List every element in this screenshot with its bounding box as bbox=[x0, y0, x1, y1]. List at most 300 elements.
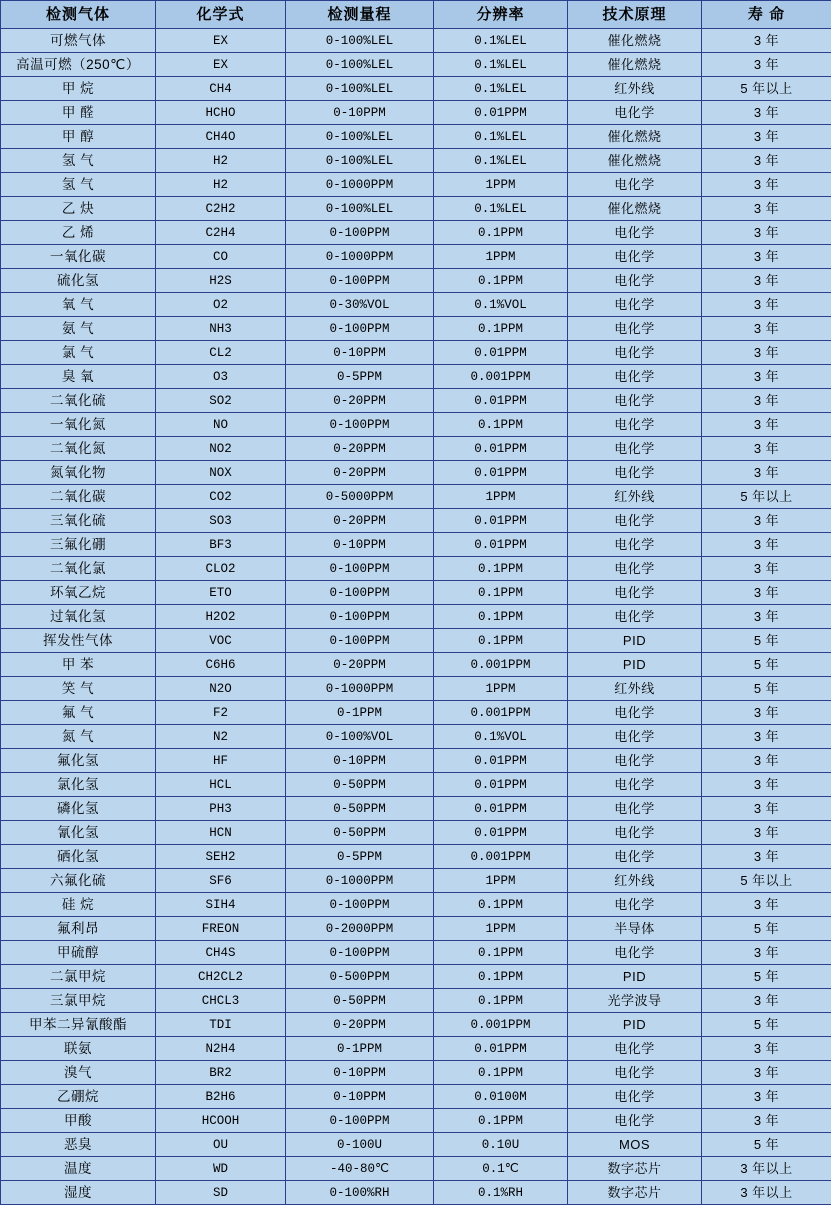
cell-principle: 电化学 bbox=[568, 1061, 702, 1085]
cell-gas-name: 甲 醛 bbox=[1, 101, 156, 125]
cell-resolution: 0.001PPM bbox=[434, 365, 568, 389]
table-row bbox=[1, 269, 831, 293]
cell-formula: CH4S bbox=[156, 941, 286, 965]
cell-life: 5 年 bbox=[702, 653, 831, 677]
cell-principle: 电化学 bbox=[568, 317, 702, 341]
cell-life: 3 年 bbox=[702, 557, 831, 581]
cell-range: -40-80℃ bbox=[286, 1157, 434, 1181]
table-row bbox=[1, 941, 831, 965]
cell-formula: HCHO bbox=[156, 101, 286, 125]
cell-range: 0-100%LEL bbox=[286, 197, 434, 221]
cell-resolution: 1PPM bbox=[434, 173, 568, 197]
cell-resolution: 0.1%VOL bbox=[434, 725, 568, 749]
cell-principle: 电化学 bbox=[568, 893, 702, 917]
cell-life: 5 年 bbox=[702, 917, 831, 941]
cell-gas-name: 可燃气体 bbox=[1, 29, 156, 53]
column-header-formula: 化学式 bbox=[156, 1, 286, 29]
cell-range: 0-30%VOL bbox=[286, 293, 434, 317]
cell-resolution: 0.1PPM bbox=[434, 893, 568, 917]
cell-principle: PID bbox=[568, 653, 702, 677]
cell-formula: BR2 bbox=[156, 1061, 286, 1085]
cell-formula: CO2 bbox=[156, 485, 286, 509]
cell-life: 3 年 bbox=[702, 101, 831, 125]
cell-resolution: 0.0100M bbox=[434, 1085, 568, 1109]
cell-formula: C2H2 bbox=[156, 197, 286, 221]
cell-principle: 电化学 bbox=[568, 341, 702, 365]
table-row bbox=[1, 533, 831, 557]
cell-principle: 催化燃烧 bbox=[568, 125, 702, 149]
cell-life: 3 年 bbox=[702, 989, 831, 1013]
column-header-principle: 技术原理 bbox=[568, 1, 702, 29]
cell-principle: 电化学 bbox=[568, 101, 702, 125]
cell-formula: SF6 bbox=[156, 869, 286, 893]
cell-gas-name: 二氧化硫 bbox=[1, 389, 156, 413]
cell-range: 0-20PPM bbox=[286, 653, 434, 677]
column-header-gas: 检测气体 bbox=[1, 1, 156, 29]
cell-life: 3 年 bbox=[702, 701, 831, 725]
cell-range: 0-10PPM bbox=[286, 533, 434, 557]
cell-formula: O3 bbox=[156, 365, 286, 389]
cell-principle: 电化学 bbox=[568, 461, 702, 485]
cell-formula: SIH4 bbox=[156, 893, 286, 917]
cell-life: 3 年 bbox=[702, 293, 831, 317]
table-row bbox=[1, 1037, 831, 1061]
cell-formula: C6H6 bbox=[156, 653, 286, 677]
cell-range: 0-500PPM bbox=[286, 965, 434, 989]
cell-formula: CH4 bbox=[156, 77, 286, 101]
cell-resolution: 0.01PPM bbox=[434, 389, 568, 413]
cell-gas-name: 氯化氢 bbox=[1, 773, 156, 797]
cell-principle: PID bbox=[568, 965, 702, 989]
cell-resolution: 0.1%LEL bbox=[434, 29, 568, 53]
cell-life: 3 年 bbox=[702, 245, 831, 269]
cell-life: 3 年 bbox=[702, 173, 831, 197]
cell-principle: 电化学 bbox=[568, 701, 702, 725]
cell-formula: H2 bbox=[156, 173, 286, 197]
cell-life: 3 年 bbox=[702, 581, 831, 605]
cell-gas-name: 湿度 bbox=[1, 1181, 156, 1205]
cell-resolution: 1PPM bbox=[434, 245, 568, 269]
cell-gas-name: 一氧化氮 bbox=[1, 413, 156, 437]
cell-gas-name: 挥发性气体 bbox=[1, 629, 156, 653]
cell-resolution: 0.01PPM bbox=[434, 461, 568, 485]
cell-resolution: 0.1%LEL bbox=[434, 125, 568, 149]
cell-principle: 电化学 bbox=[568, 509, 702, 533]
cell-gas-name: 二氧化碳 bbox=[1, 485, 156, 509]
cell-life: 3 年 bbox=[702, 125, 831, 149]
cell-formula: CO bbox=[156, 245, 286, 269]
cell-formula: CLO2 bbox=[156, 557, 286, 581]
table-row bbox=[1, 53, 831, 77]
table-row bbox=[1, 197, 831, 221]
cell-principle: 电化学 bbox=[568, 269, 702, 293]
cell-formula: N2O bbox=[156, 677, 286, 701]
cell-resolution: 0.1PPM bbox=[434, 317, 568, 341]
table-row bbox=[1, 365, 831, 389]
cell-resolution: 0.01PPM bbox=[434, 797, 568, 821]
cell-gas-name: 恶臭 bbox=[1, 1133, 156, 1157]
cell-gas-name: 硒化氢 bbox=[1, 845, 156, 869]
cell-gas-name: 氟利昂 bbox=[1, 917, 156, 941]
cell-range: 0-5PPM bbox=[286, 365, 434, 389]
cell-principle: 电化学 bbox=[568, 797, 702, 821]
cell-principle: 电化学 bbox=[568, 557, 702, 581]
cell-gas-name: 六氟化硫 bbox=[1, 869, 156, 893]
cell-resolution: 0.01PPM bbox=[434, 533, 568, 557]
cell-resolution: 0.1PPM bbox=[434, 629, 568, 653]
cell-range: 0-1PPM bbox=[286, 701, 434, 725]
cell-range: 0-1000PPM bbox=[286, 677, 434, 701]
cell-life: 3 年 bbox=[702, 845, 831, 869]
cell-range: 0-100PPM bbox=[286, 605, 434, 629]
cell-formula: HCOOH bbox=[156, 1109, 286, 1133]
cell-gas-name: 笑 气 bbox=[1, 677, 156, 701]
cell-life: 3 年 bbox=[702, 797, 831, 821]
cell-life: 3 年 bbox=[702, 509, 831, 533]
cell-principle: 催化燃烧 bbox=[568, 53, 702, 77]
cell-range: 0-1PPM bbox=[286, 1037, 434, 1061]
cell-life: 5 年 bbox=[702, 1133, 831, 1157]
cell-range: 0-20PPM bbox=[286, 437, 434, 461]
cell-resolution: 0.01PPM bbox=[434, 773, 568, 797]
table-row bbox=[1, 29, 831, 53]
cell-gas-name: 甲酸 bbox=[1, 1109, 156, 1133]
cell-resolution: 0.1%VOL bbox=[434, 293, 568, 317]
cell-life: 5 年以上 bbox=[702, 485, 831, 509]
cell-life: 5 年 bbox=[702, 1013, 831, 1037]
cell-formula: CL2 bbox=[156, 341, 286, 365]
cell-principle: 数字芯片 bbox=[568, 1157, 702, 1181]
cell-formula: CH2CL2 bbox=[156, 965, 286, 989]
cell-range: 0-100%LEL bbox=[286, 29, 434, 53]
cell-gas-name: 氮氧化物 bbox=[1, 461, 156, 485]
cell-formula: O2 bbox=[156, 293, 286, 317]
cell-formula: NOX bbox=[156, 461, 286, 485]
cell-formula: FREON bbox=[156, 917, 286, 941]
table-row bbox=[1, 701, 831, 725]
table-row bbox=[1, 149, 831, 173]
cell-formula: HCN bbox=[156, 821, 286, 845]
cell-range: 0-100PPM bbox=[286, 941, 434, 965]
cell-range: 0-5PPM bbox=[286, 845, 434, 869]
cell-gas-name: 氯 气 bbox=[1, 341, 156, 365]
cell-gas-name: 氟化氢 bbox=[1, 749, 156, 773]
cell-principle: 电化学 bbox=[568, 389, 702, 413]
cell-range: 0-100%RH bbox=[286, 1181, 434, 1205]
cell-range: 0-10PPM bbox=[286, 101, 434, 125]
cell-gas-name: 氮 气 bbox=[1, 725, 156, 749]
cell-range: 0-100%LEL bbox=[286, 125, 434, 149]
cell-principle: 电化学 bbox=[568, 581, 702, 605]
cell-gas-name: 三氟化硼 bbox=[1, 533, 156, 557]
cell-life: 3 年 bbox=[702, 197, 831, 221]
table-row bbox=[1, 125, 831, 149]
cell-principle: 红外线 bbox=[568, 677, 702, 701]
cell-principle: 电化学 bbox=[568, 1085, 702, 1109]
cell-resolution: 0.1%LEL bbox=[434, 197, 568, 221]
table-row bbox=[1, 893, 831, 917]
table-row bbox=[1, 869, 831, 893]
cell-range: 0-100%LEL bbox=[286, 149, 434, 173]
cell-resolution: 0.1PPM bbox=[434, 941, 568, 965]
cell-principle: 电化学 bbox=[568, 173, 702, 197]
cell-formula: ETO bbox=[156, 581, 286, 605]
cell-life: 3 年 bbox=[702, 533, 831, 557]
cell-gas-name: 高温可燃（250℃） bbox=[1, 53, 156, 77]
table-row bbox=[1, 389, 831, 413]
cell-gas-name: 氢 气 bbox=[1, 173, 156, 197]
table-row bbox=[1, 989, 831, 1013]
cell-formula: WD bbox=[156, 1157, 286, 1181]
cell-resolution: 0.1PPM bbox=[434, 557, 568, 581]
cell-life: 3 年 bbox=[702, 317, 831, 341]
table-row bbox=[1, 317, 831, 341]
cell-gas-name: 氟 气 bbox=[1, 701, 156, 725]
cell-range: 0-100PPM bbox=[286, 893, 434, 917]
cell-range: 0-10PPM bbox=[286, 1061, 434, 1085]
table-row bbox=[1, 749, 831, 773]
cell-life: 5 年以上 bbox=[702, 869, 831, 893]
cell-principle: 红外线 bbox=[568, 485, 702, 509]
cell-resolution: 0.001PPM bbox=[434, 701, 568, 725]
cell-life: 3 年 bbox=[702, 269, 831, 293]
cell-resolution: 0.01PPM bbox=[434, 749, 568, 773]
cell-life: 3 年 bbox=[702, 1037, 831, 1061]
cell-principle: 电化学 bbox=[568, 749, 702, 773]
cell-resolution: 0.1PPM bbox=[434, 269, 568, 293]
cell-resolution: 0.01PPM bbox=[434, 821, 568, 845]
cell-principle: MOS bbox=[568, 1133, 702, 1157]
table-row bbox=[1, 221, 831, 245]
cell-resolution: 1PPM bbox=[434, 917, 568, 941]
cell-resolution: 0.1%LEL bbox=[434, 77, 568, 101]
cell-formula: HCL bbox=[156, 773, 286, 797]
cell-principle: 催化燃烧 bbox=[568, 29, 702, 53]
cell-resolution: 1PPM bbox=[434, 485, 568, 509]
cell-principle: 红外线 bbox=[568, 77, 702, 101]
cell-principle: 电化学 bbox=[568, 725, 702, 749]
cell-gas-name: 溴气 bbox=[1, 1061, 156, 1085]
cell-life: 3 年 bbox=[702, 53, 831, 77]
table-row bbox=[1, 509, 831, 533]
cell-gas-name: 硫化氢 bbox=[1, 269, 156, 293]
cell-gas-name: 乙 炔 bbox=[1, 197, 156, 221]
cell-principle: 电化学 bbox=[568, 221, 702, 245]
cell-principle: 电化学 bbox=[568, 437, 702, 461]
table-body bbox=[1, 29, 831, 1205]
table-row bbox=[1, 461, 831, 485]
cell-gas-name: 氢 气 bbox=[1, 149, 156, 173]
cell-resolution: 0.01PPM bbox=[434, 1037, 568, 1061]
cell-range: 0-100PPM bbox=[286, 269, 434, 293]
table-row bbox=[1, 965, 831, 989]
cell-resolution: 0.1℃ bbox=[434, 1157, 568, 1181]
cell-formula: HF bbox=[156, 749, 286, 773]
cell-gas-name: 乙 烯 bbox=[1, 221, 156, 245]
cell-gas-name: 二氯甲烷 bbox=[1, 965, 156, 989]
cell-gas-name: 过氧化氢 bbox=[1, 605, 156, 629]
cell-principle: 电化学 bbox=[568, 1109, 702, 1133]
table-row bbox=[1, 1013, 831, 1037]
cell-range: 0-50PPM bbox=[286, 821, 434, 845]
cell-range: 0-10PPM bbox=[286, 1085, 434, 1109]
cell-principle: 电化学 bbox=[568, 773, 702, 797]
cell-life: 3 年 bbox=[702, 149, 831, 173]
table-row bbox=[1, 581, 831, 605]
cell-life: 3 年 bbox=[702, 1061, 831, 1085]
table-row bbox=[1, 773, 831, 797]
cell-range: 0-50PPM bbox=[286, 989, 434, 1013]
cell-range: 0-10PPM bbox=[286, 749, 434, 773]
cell-gas-name: 臭 氧 bbox=[1, 365, 156, 389]
cell-formula: SD bbox=[156, 1181, 286, 1205]
cell-formula: H2S bbox=[156, 269, 286, 293]
cell-formula: VOC bbox=[156, 629, 286, 653]
cell-formula: SEH2 bbox=[156, 845, 286, 869]
cell-life: 5 年 bbox=[702, 629, 831, 653]
cell-range: 0-100PPM bbox=[286, 581, 434, 605]
cell-range: 0-100PPM bbox=[286, 221, 434, 245]
cell-range: 0-10PPM bbox=[286, 341, 434, 365]
cell-principle: 电化学 bbox=[568, 413, 702, 437]
cell-formula: B2H6 bbox=[156, 1085, 286, 1109]
cell-principle: 电化学 bbox=[568, 605, 702, 629]
column-header-life: 寿 命 bbox=[702, 1, 831, 29]
cell-formula: OU bbox=[156, 1133, 286, 1157]
cell-range: 0-50PPM bbox=[286, 797, 434, 821]
cell-gas-name: 二氧化氮 bbox=[1, 437, 156, 461]
cell-gas-name: 甲 苯 bbox=[1, 653, 156, 677]
cell-resolution: 0.1%RH bbox=[434, 1181, 568, 1205]
cell-life: 5 年 bbox=[702, 677, 831, 701]
cell-range: 0-100PPM bbox=[286, 413, 434, 437]
table-row bbox=[1, 797, 831, 821]
cell-formula: SO2 bbox=[156, 389, 286, 413]
cell-life: 3 年 bbox=[702, 365, 831, 389]
cell-range: 0-5000PPM bbox=[286, 485, 434, 509]
table-row bbox=[1, 917, 831, 941]
cell-formula: SO3 bbox=[156, 509, 286, 533]
cell-range: 0-100PPM bbox=[286, 317, 434, 341]
cell-gas-name: 氨 气 bbox=[1, 317, 156, 341]
table-row bbox=[1, 1109, 831, 1133]
cell-gas-name: 三氧化硫 bbox=[1, 509, 156, 533]
cell-life: 3 年 bbox=[702, 221, 831, 245]
cell-principle: PID bbox=[568, 629, 702, 653]
cell-formula: N2 bbox=[156, 725, 286, 749]
table-header bbox=[1, 1, 831, 29]
cell-life: 3 年 bbox=[702, 437, 831, 461]
table-row bbox=[1, 557, 831, 581]
table-row bbox=[1, 677, 831, 701]
cell-resolution: 0.10U bbox=[434, 1133, 568, 1157]
cell-range: 0-100U bbox=[286, 1133, 434, 1157]
cell-principle: 催化燃烧 bbox=[568, 197, 702, 221]
cell-gas-name: 氧 气 bbox=[1, 293, 156, 317]
cell-gas-name: 磷化氢 bbox=[1, 797, 156, 821]
cell-resolution: 0.1PPM bbox=[434, 965, 568, 989]
cell-formula: PH3 bbox=[156, 797, 286, 821]
cell-resolution: 0.01PPM bbox=[434, 509, 568, 533]
cell-range: 0-50PPM bbox=[286, 773, 434, 797]
cell-range: 0-100%LEL bbox=[286, 53, 434, 77]
table-row bbox=[1, 821, 831, 845]
cell-resolution: 0.01PPM bbox=[434, 101, 568, 125]
table-row bbox=[1, 485, 831, 509]
cell-life: 3 年以上 bbox=[702, 1157, 831, 1181]
cell-resolution: 0.1PPM bbox=[434, 1061, 568, 1085]
cell-formula: F2 bbox=[156, 701, 286, 725]
cell-principle: 半导体 bbox=[568, 917, 702, 941]
cell-gas-name: 甲硫醇 bbox=[1, 941, 156, 965]
table-row bbox=[1, 653, 831, 677]
cell-range: 0-1000PPM bbox=[286, 869, 434, 893]
cell-life: 3 年 bbox=[702, 821, 831, 845]
cell-formula: H2O2 bbox=[156, 605, 286, 629]
cell-gas-name: 三氯甲烷 bbox=[1, 989, 156, 1013]
table-row bbox=[1, 413, 831, 437]
cell-gas-name: 乙硼烷 bbox=[1, 1085, 156, 1109]
cell-life: 5 年以上 bbox=[702, 77, 831, 101]
cell-formula: EX bbox=[156, 29, 286, 53]
cell-formula: TDI bbox=[156, 1013, 286, 1037]
table-row bbox=[1, 605, 831, 629]
table-row bbox=[1, 245, 831, 269]
cell-resolution: 0.1%LEL bbox=[434, 53, 568, 77]
cell-principle: 光学波导 bbox=[568, 989, 702, 1013]
cell-life: 3 年 bbox=[702, 1109, 831, 1133]
cell-life: 5 年 bbox=[702, 965, 831, 989]
cell-range: 0-1000PPM bbox=[286, 245, 434, 269]
cell-formula: NO bbox=[156, 413, 286, 437]
cell-principle: 电化学 bbox=[568, 293, 702, 317]
cell-resolution: 1PPM bbox=[434, 677, 568, 701]
cell-life: 3 年 bbox=[702, 413, 831, 437]
cell-range: 0-100%LEL bbox=[286, 77, 434, 101]
cell-life: 3 年 bbox=[702, 389, 831, 413]
cell-range: 0-20PPM bbox=[286, 509, 434, 533]
cell-principle: 红外线 bbox=[568, 869, 702, 893]
table-row bbox=[1, 293, 831, 317]
table-row bbox=[1, 845, 831, 869]
cell-range: 0-20PPM bbox=[286, 389, 434, 413]
cell-life: 3 年 bbox=[702, 461, 831, 485]
cell-life: 3 年 bbox=[702, 341, 831, 365]
cell-resolution: 0.001PPM bbox=[434, 845, 568, 869]
cell-resolution: 0.1%LEL bbox=[434, 149, 568, 173]
cell-life: 3 年 bbox=[702, 29, 831, 53]
cell-gas-name: 二氧化氯 bbox=[1, 557, 156, 581]
table-row bbox=[1, 173, 831, 197]
cell-formula: EX bbox=[156, 53, 286, 77]
cell-range: 0-20PPM bbox=[286, 461, 434, 485]
cell-gas-name: 环氧乙烷 bbox=[1, 581, 156, 605]
table-row bbox=[1, 1061, 831, 1085]
column-header-resolution: 分辨率 bbox=[434, 1, 568, 29]
cell-resolution: 0.1PPM bbox=[434, 989, 568, 1013]
cell-life: 3 年 bbox=[702, 605, 831, 629]
table-row bbox=[1, 341, 831, 365]
cell-gas-name: 温度 bbox=[1, 1157, 156, 1181]
table-row bbox=[1, 1157, 831, 1181]
cell-range: 0-100%VOL bbox=[286, 725, 434, 749]
cell-formula: NH3 bbox=[156, 317, 286, 341]
cell-range: 0-100PPM bbox=[286, 1109, 434, 1133]
cell-principle: 电化学 bbox=[568, 941, 702, 965]
table-row bbox=[1, 725, 831, 749]
table-header-row bbox=[1, 1, 831, 29]
cell-gas-name: 甲 醇 bbox=[1, 125, 156, 149]
